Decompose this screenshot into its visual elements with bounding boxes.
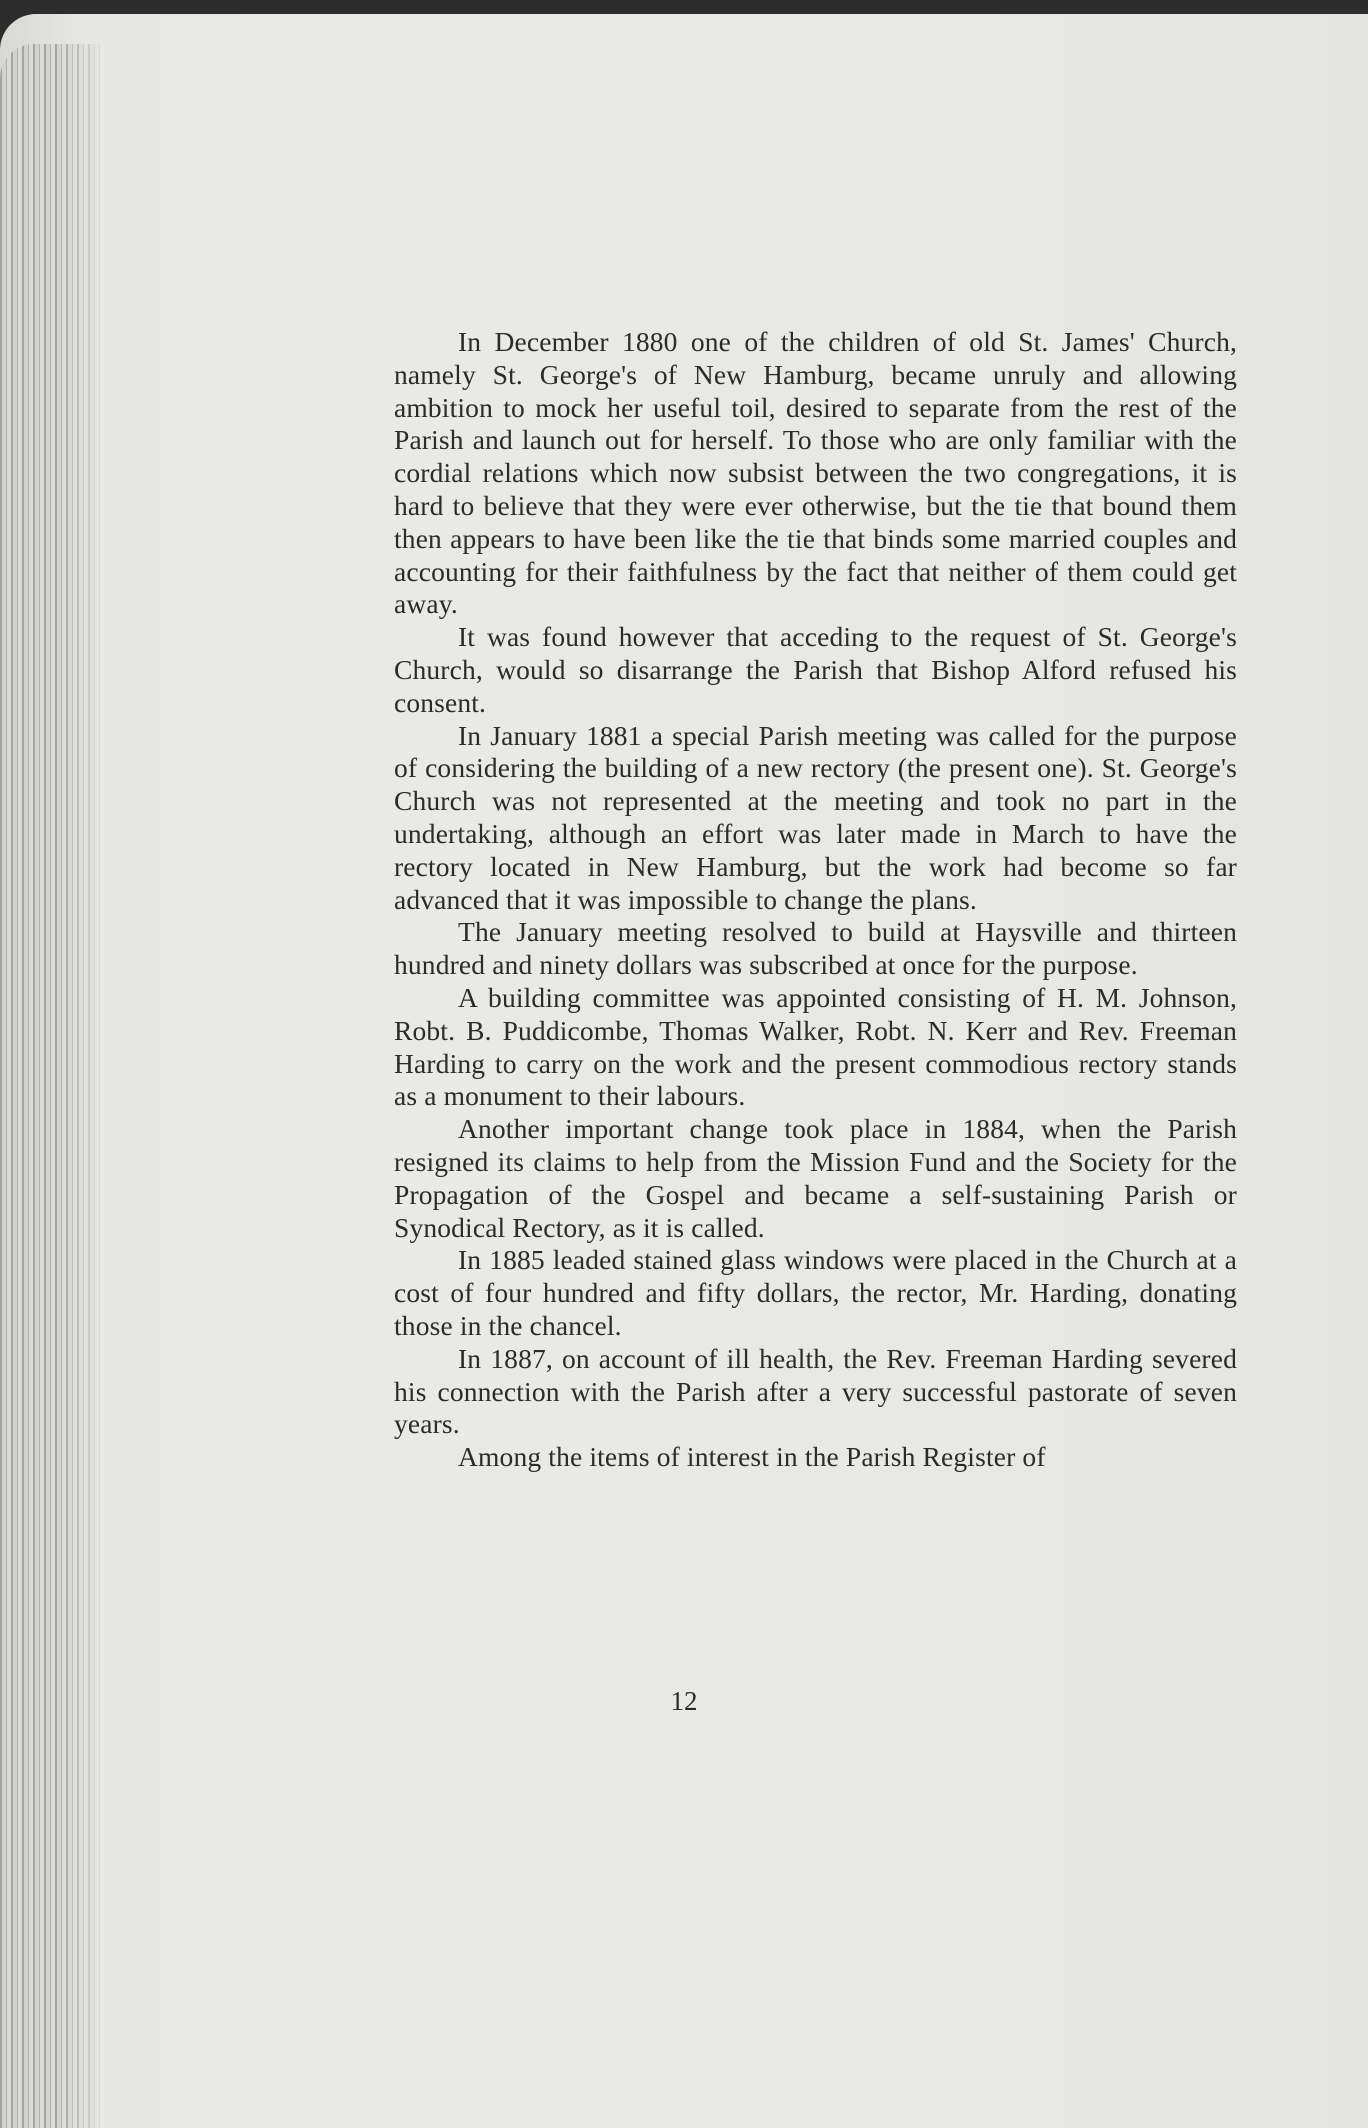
paragraph: In 1885 leaded stained glass windows were placed in the Church at a cost of four hundred and fifty dollars, the rector, Mr. Harding, donating those in the chancel.	[394, 1244, 1237, 1341]
paragraph: The January meeting resolved to build at Haysville and thirteen hundred and ninety dollars was subscribed at once for the purpose.	[394, 916, 1237, 981]
paragraph: In 1887, on account of ill health, the Rev. Freeman Harding severed his connection with the Parish after a very successful pastorate of seven years.	[394, 1342, 1237, 1440]
paragraph: Another important change took place in 1884, when the Parish resigned its claims to help from the Mission Fund and the Society for the Propagation of the Gospel and became a self-sustaining Parish or Synodical Rectory, as it is called.	[394, 1113, 1237, 1243]
paragraph: It was found however that acceding to the request of St. George's Church, would so disarrange the Parish that Bishop Alford refused his consent.	[394, 621, 1237, 718]
page-number: 12	[670, 1686, 698, 1716]
paragraph: A building committee was appointed consisting of H. M. Johnson, Robt. B. Puddicombe, Thomas Walker, Robt. N. Kerr and Rev. Freeman Harding to carry on the work and the present commodious rectory stands as a monument to their labours.	[394, 981, 1237, 1112]
paper-page	[0, 14, 1368, 2128]
paragraph: Among the items of interest in the Parish Register of	[458, 1441, 1046, 1473]
paragraph: In January 1881 a special Parish meeting was called for the purpose of considering the building of a new rectory (the present one). St. George's Church was not represented at the meeting and took no part in the undertaking, although an effort was later made in March to have the rectory located in New Hamburg, but the work had become so far advanced that it was impossible to change the plans.	[394, 719, 1237, 915]
body-text	[394, 326, 1237, 1474]
paragraph: In December 1880 one of the children of old St. James' Church, namely St. George's of New Hamburg, became unruly and allowing ambition to mock her useful toil, desired to separate from the rest of the Parish and launch out for herself. To those who are only familiar with the cordial relations which now subsist between the two congregations, it is hard to believe that they were ever otherwise, but the tie that bound them then appears to have been like the tie that binds some married couples and accounting for their faithfulness by the fact that neither of them could get away.	[394, 326, 1237, 620]
